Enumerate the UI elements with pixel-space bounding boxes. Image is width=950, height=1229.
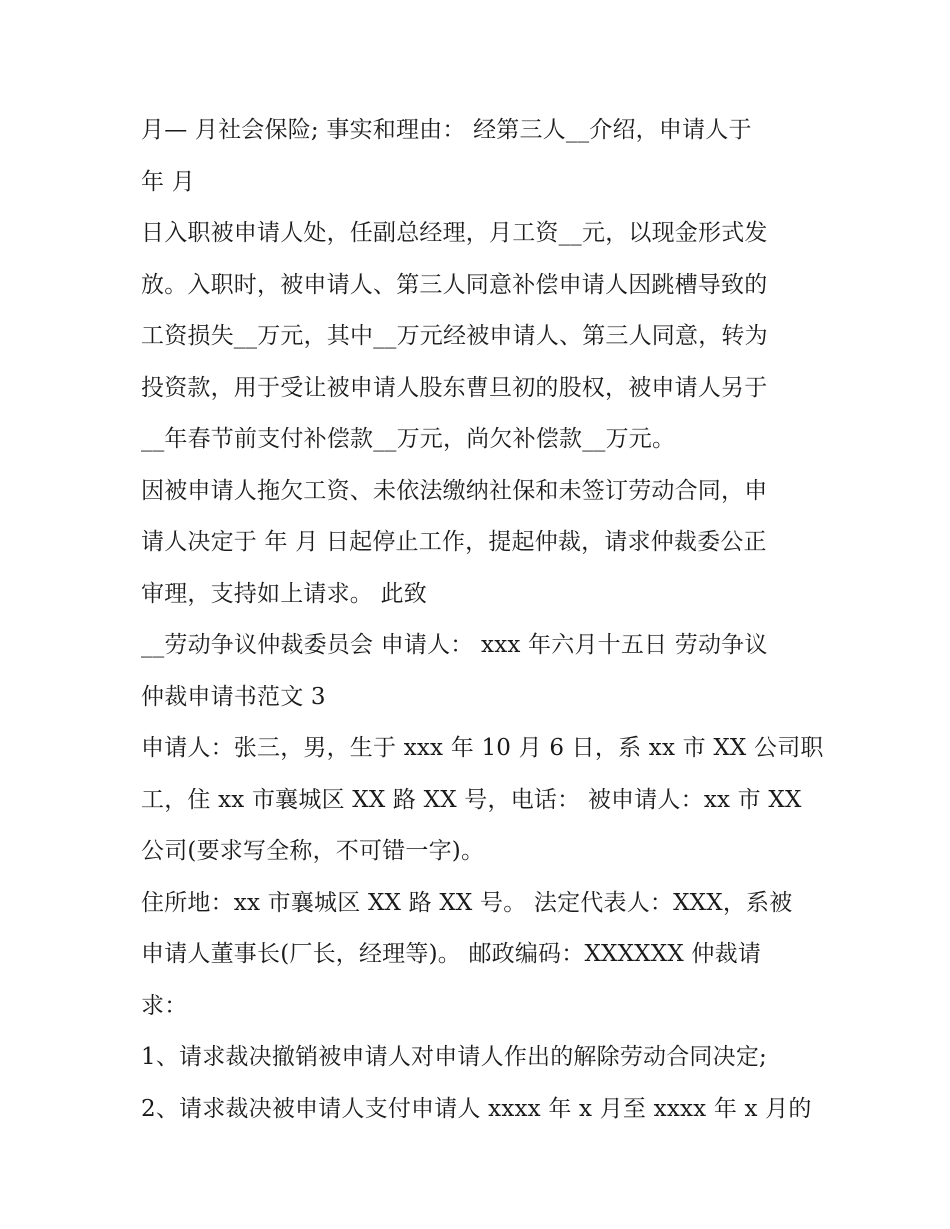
text-line: 放。入职时，被申请人、第三人同意补偿申请人因跳槽导致的 bbox=[141, 271, 768, 298]
text-line: 工资损失__万元，其中__万元经被申请人、第三人同意，转为 bbox=[141, 323, 768, 349]
text-line: 日入职被申请人处，任副总经理，月工资__元，以现金形式发 bbox=[141, 220, 768, 246]
text-line: __劳动争议仲裁委员会 申请人： xxx 年六月十五日 劳动争议 bbox=[141, 632, 768, 658]
request-item: 1、请求裁决撤销被申请人对申请人作出的解除劳动合同决定; bbox=[141, 1044, 767, 1070]
section-title-line: 仲裁申请书范文 3 bbox=[141, 683, 326, 710]
text-line: 年 月 bbox=[141, 168, 195, 195]
document-body bbox=[141, 105, 824, 1135]
text-line: 因被申请人拖欠工资、未依法缴纳社保和未签订劳动合同，申 bbox=[141, 477, 768, 504]
text-line: __年春节前支付补偿款__万元，尚欠补偿款__万元。 bbox=[141, 426, 676, 452]
text-line: 公司(要求写全称，不可错一字)。 bbox=[141, 838, 485, 864]
request-item: 2、请求裁决被申请人支付申请人 xxxx 年 x 月至 xxxx 年 x 月的 bbox=[141, 1095, 812, 1122]
text-line: 住所地：xx 市襄城区 XX 路 XX 号。 法定代表人：XXX，系被 bbox=[141, 889, 793, 916]
text-line: 月— 月社会保险; 事实和理由： 经第三人__介绍，申请人于 bbox=[141, 117, 752, 143]
text-line: 申请人董事长(厂长，经理等)。 邮政编码：XXXXXX 仲裁请 bbox=[141, 941, 762, 967]
text-line: 请人决定于 年 月 日起停止工作，提起仲裁，请求仲裁委公正 bbox=[141, 529, 767, 555]
text-line: 审理，支持如上请求。 此致 bbox=[141, 580, 427, 607]
text-line: 投资款，用于受让被申请人股东曹旦初的股权，被申请人另于 bbox=[141, 374, 768, 401]
text-line: 申请人：张三，男，生于 xxx 年 10 月 6 日，系 xx 市 XX 公司职 bbox=[141, 735, 824, 761]
text-line: 工，住 xx 市襄城区 XX 路 XX 号，电话： 被申请人：xx 市 XX bbox=[141, 786, 802, 813]
text-line: 求： bbox=[141, 992, 188, 1019]
